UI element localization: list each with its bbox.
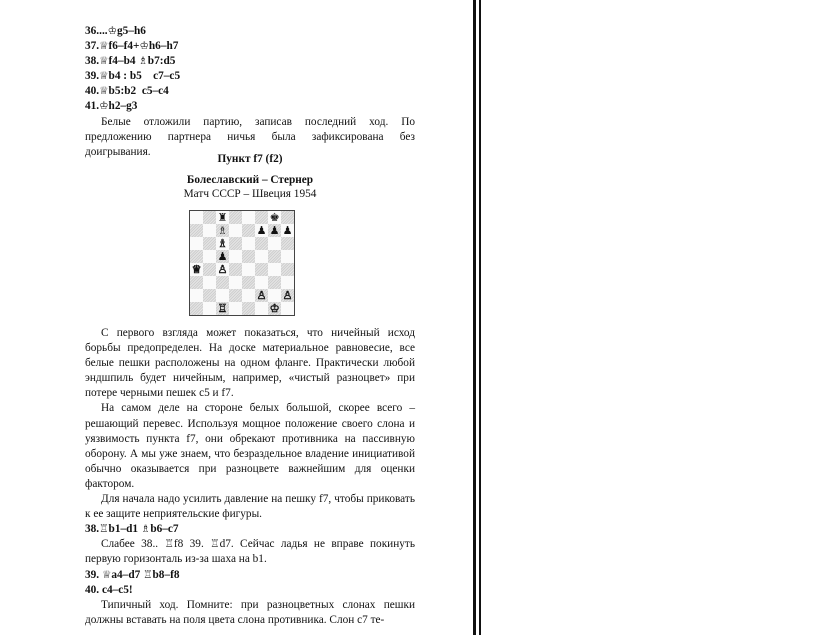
board-square bbox=[242, 289, 255, 302]
board-square bbox=[268, 263, 281, 276]
move-line bbox=[85, 39, 415, 54]
move-number: 39. bbox=[85, 568, 100, 581]
board-square bbox=[268, 224, 281, 237]
move-line bbox=[85, 522, 415, 537]
board-square bbox=[190, 224, 203, 237]
white-pawn-icon: ♙ bbox=[256, 289, 267, 302]
move-line bbox=[85, 54, 415, 69]
move-text: b6–c7 bbox=[150, 523, 179, 536]
queen-icon: ♕ bbox=[99, 41, 109, 53]
board-square bbox=[216, 302, 229, 315]
board-square bbox=[242, 211, 255, 224]
board-square bbox=[203, 263, 216, 276]
black-pawn-icon: ♟ bbox=[256, 224, 267, 237]
move-text: a4–d7 bbox=[111, 568, 141, 581]
board-square bbox=[255, 276, 268, 289]
chess-diagram bbox=[189, 210, 295, 316]
king-icon: ♔ bbox=[99, 101, 109, 113]
king-icon: ♔ bbox=[107, 26, 118, 37]
move-number: 37. bbox=[85, 40, 100, 53]
paragraph bbox=[85, 537, 415, 567]
bishop-icon: ♗ bbox=[138, 56, 148, 68]
board-square bbox=[229, 276, 242, 289]
board-square bbox=[229, 263, 242, 276]
board-square bbox=[281, 302, 294, 315]
move-number: 40. bbox=[85, 583, 100, 596]
text-run: d7. Сейчас ладья не вправе покинуть первую горизонталь из-за шаха на b1. bbox=[85, 538, 416, 566]
move-line bbox=[85, 99, 415, 114]
board-square bbox=[242, 302, 255, 315]
white-rook-icon: ♖ bbox=[217, 302, 228, 315]
king-icon: ♔ bbox=[139, 41, 149, 53]
move-text: b8–f8 bbox=[152, 568, 180, 581]
queen-icon: ♕ bbox=[99, 56, 109, 68]
move-text: b1–d1 bbox=[108, 523, 139, 536]
queen-icon: ♕ bbox=[99, 86, 109, 98]
board-square bbox=[229, 250, 242, 263]
rook-icon: ♖ bbox=[164, 539, 174, 551]
board-square bbox=[203, 276, 216, 289]
move-text: c5–c4 bbox=[141, 85, 169, 98]
board-square bbox=[281, 237, 294, 250]
bishop-icon: ♗ bbox=[140, 524, 151, 536]
board-square bbox=[255, 250, 268, 263]
section-title: Пункт f7 (f2) bbox=[217, 153, 283, 165]
white-pawn-icon: ♙ bbox=[217, 263, 228, 276]
black-king-icon: ♚ bbox=[269, 211, 280, 224]
board-square bbox=[190, 211, 203, 224]
queen-icon: ♕ bbox=[99, 71, 109, 83]
board-square bbox=[268, 302, 281, 315]
white-pawn-icon: ♙ bbox=[282, 289, 293, 302]
board-square bbox=[255, 237, 268, 250]
board-square bbox=[281, 289, 294, 302]
board-square bbox=[203, 224, 216, 237]
move-line bbox=[85, 583, 415, 598]
board-square bbox=[229, 302, 242, 315]
board-square bbox=[242, 237, 255, 250]
move-text: b4 : b5 bbox=[108, 70, 142, 83]
board-square bbox=[216, 276, 229, 289]
move-line bbox=[85, 24, 415, 39]
moves-top bbox=[85, 24, 415, 160]
paragraph: Для начала надо усилить давление на пешку f7, чтобы приковать к ее защите неприятельские фигуры. bbox=[85, 493, 415, 521]
board-square bbox=[281, 211, 294, 224]
board-square bbox=[216, 237, 229, 250]
board-square bbox=[190, 289, 203, 302]
board-square bbox=[268, 250, 281, 263]
move-text: c4–c5! bbox=[101, 583, 133, 596]
rook-icon: ♖ bbox=[99, 524, 109, 536]
board-square bbox=[242, 250, 255, 263]
board-square bbox=[255, 224, 268, 237]
move-text: b5:b2 bbox=[108, 85, 137, 98]
move-text: c7–c5 bbox=[153, 70, 181, 83]
white-bishop-icon: ♗ bbox=[217, 237, 228, 250]
paragraph: Типичный ход. Помните: при разноцветных слонах пешки должны вставать на поля цвета слона противника. Слон c7 те- bbox=[85, 598, 415, 626]
board-square bbox=[242, 276, 255, 289]
move-number: 40. bbox=[85, 85, 100, 98]
move-text: b7:d5 bbox=[147, 55, 176, 68]
white-queen-icon: ♕ bbox=[191, 263, 202, 276]
board-square bbox=[216, 224, 229, 237]
white-king-icon: ♔ bbox=[269, 302, 280, 315]
board-square bbox=[190, 276, 203, 289]
board-square bbox=[190, 263, 203, 276]
body-text bbox=[85, 326, 415, 628]
black-pawn-icon: ♟ bbox=[217, 250, 228, 263]
board-square bbox=[255, 302, 268, 315]
board-square bbox=[203, 237, 216, 250]
board-square bbox=[268, 289, 281, 302]
board-square bbox=[229, 224, 242, 237]
move-number: 36.... bbox=[85, 25, 108, 37]
board-square bbox=[255, 289, 268, 302]
move-number: 38. bbox=[85, 523, 100, 536]
page-edge-thick bbox=[473, 0, 476, 635]
board-square bbox=[242, 224, 255, 237]
board-square bbox=[255, 263, 268, 276]
black-rook-icon: ♜ bbox=[217, 211, 228, 224]
board-square bbox=[216, 289, 229, 302]
board-square bbox=[255, 211, 268, 224]
board-square bbox=[229, 289, 242, 302]
board-square bbox=[281, 276, 294, 289]
move-number: 39. bbox=[85, 70, 100, 83]
board-square bbox=[281, 263, 294, 276]
board-square bbox=[216, 263, 229, 276]
board-square bbox=[268, 276, 281, 289]
board-square bbox=[268, 237, 281, 250]
move-line bbox=[85, 69, 415, 84]
move-line bbox=[85, 84, 415, 99]
move-text: h6–h7 bbox=[148, 40, 179, 53]
game-event: Матч СССР – Швеция 1954 bbox=[183, 188, 317, 200]
board-square bbox=[242, 263, 255, 276]
board-square bbox=[203, 250, 216, 263]
board-square bbox=[229, 211, 242, 224]
board-square bbox=[203, 289, 216, 302]
board-square bbox=[281, 250, 294, 263]
game-players: Болеславский – Стернер bbox=[186, 174, 314, 186]
move-text: g5–h6 bbox=[117, 25, 146, 37]
black-bishop-icon: ♗ bbox=[217, 224, 228, 237]
board-square bbox=[203, 302, 216, 315]
board-square bbox=[229, 237, 242, 250]
board-square bbox=[268, 211, 281, 224]
move-text: f4–b4 bbox=[108, 55, 136, 68]
move-text: f6–f4+ bbox=[108, 40, 140, 53]
paragraph: На самом деле на стороне белых большой, скорее всего – решающий перевес. Используя мощное положение своего слона и уязвимость пункта f7, они обрекают противника на пассивную оборону. А мы уже знаем, что безраздельное владение инициативой обычно оказывается при разноцвете важнейшим для оценки фактором. bbox=[85, 402, 415, 490]
board-square bbox=[216, 211, 229, 224]
paragraph: С первого взгляда может показаться, что ничейный исход борьбы предопределен. На доске материальное равновесие, все белые пешки расположены на одном фланге. Практически любой эндшпиль будет ничейным, например, «чистый разноцвет» при потере черными пешек c5 и f7. bbox=[85, 327, 415, 400]
text-run: f8 39. bbox=[173, 538, 204, 551]
move-line bbox=[85, 568, 415, 583]
move-number: 41. bbox=[85, 100, 100, 113]
board-square bbox=[190, 302, 203, 315]
text-run: Слабее 38.. bbox=[101, 538, 159, 551]
black-pawn-icon: ♟ bbox=[282, 224, 293, 237]
blank-page bbox=[481, 0, 819, 635]
board-square bbox=[190, 250, 203, 263]
move-number: 38. bbox=[85, 55, 100, 68]
move-text: h2–g3 bbox=[108, 100, 138, 113]
board-square bbox=[216, 250, 229, 263]
board-square bbox=[203, 211, 216, 224]
rook-icon: ♖ bbox=[143, 569, 153, 581]
board-square bbox=[281, 224, 294, 237]
black-pawn-icon: ♟ bbox=[269, 224, 280, 237]
queen-icon: ♕ bbox=[101, 569, 112, 581]
board-square bbox=[190, 237, 203, 250]
paragraph-adjourned: Белые отложили партию, записав последний ход. По предложению партнера ничья была зафиксирована без доигрывания. bbox=[85, 115, 415, 158]
rook-icon: ♖ bbox=[210, 539, 220, 551]
